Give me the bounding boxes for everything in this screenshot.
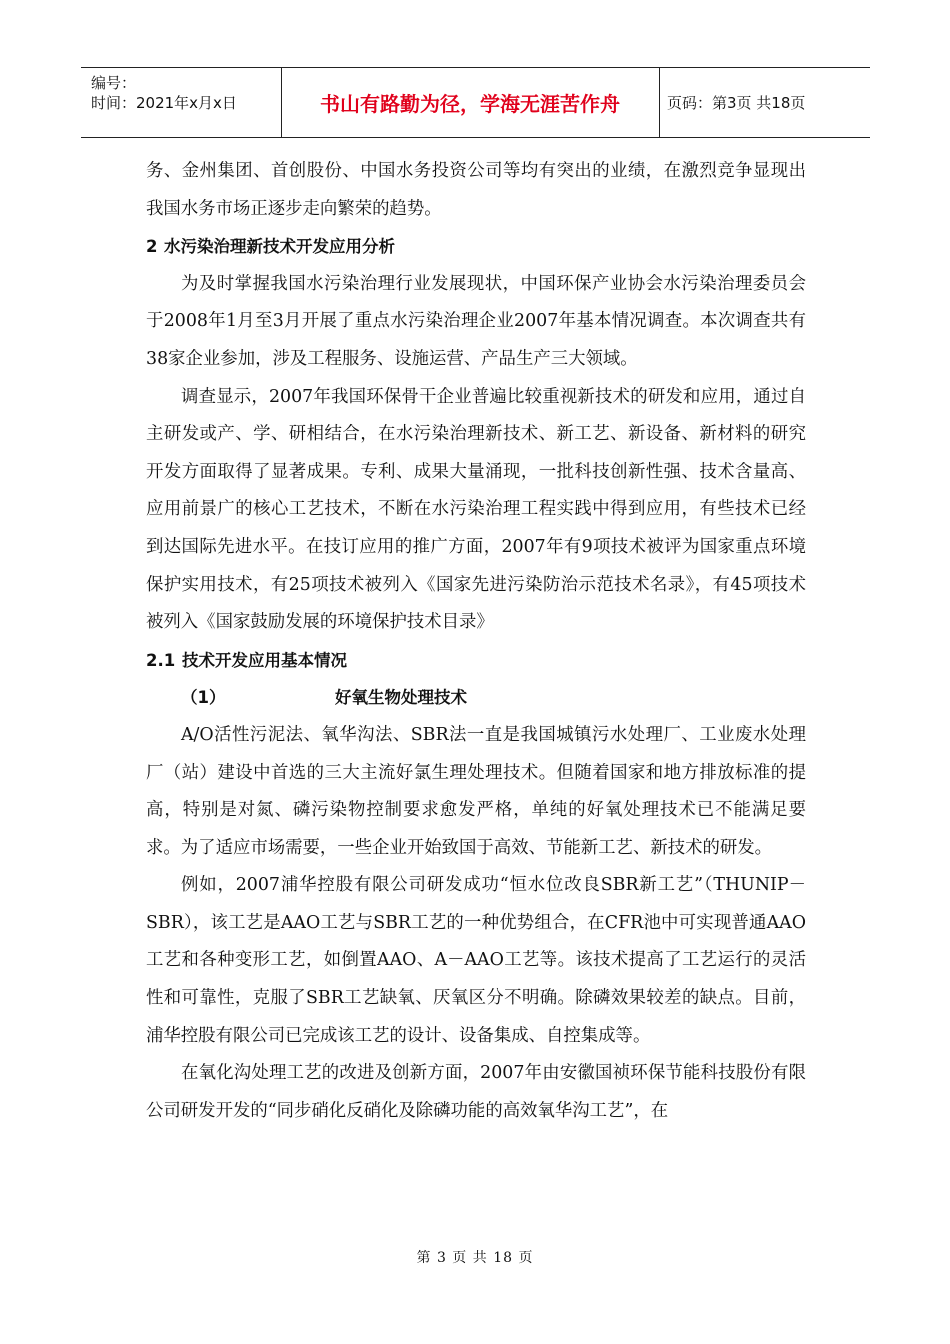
document-body — [146, 153, 806, 1130]
header-motto: 书山有路勤为径，学海无涯苦作舟 — [281, 68, 660, 137]
paragraph-2: 为及时掌握我国水污染治理行业发展现状，中国环保产业协会水污染治理委员会于2008年1月至3月开展了重点水污染治理企业2007年基本情况调查。本次调查共有38家企业参加，涉及工程服务、设施运营、产品生产三大领域。 — [146, 273, 806, 369]
subsection-heading-1 — [146, 679, 806, 717]
serial-number-label: 编号： — [91, 74, 137, 92]
subsection-number: （1） — [181, 688, 226, 708]
header-page-info: 页码：第3页 共18页 — [667, 94, 806, 112]
section-title: 技术开发应用基本情况 — [182, 650, 347, 670]
page-footer: 第 3 页 共 18 页 — [416, 1250, 534, 1266]
paragraph-3: 调查显示，2007年我国环保骨干企业普遍比较重视新技术的研发和应用，通过自主研发或产、学、研相结合，在水污染治理新技术、新工艺、新设备、新材料的研究开发方面取得了显著成果。专利、成果大量涌现，一批科技创新性强、技术含量高、应用前景广的核心工艺技术，不断在水污染治理工程实践中得到应用，有些技术已经到达国际先进水平。在技订应用的推广方面，2007年有9项技术被评为国家重点环境保护实用技术，有25项技术被列入《国家先进污染防治示范技术名录》，有45项技术被列入《国家鼓励发展的环境保护技术目录》 — [146, 386, 806, 633]
header-meta-cell — [81, 68, 282, 137]
page-header — [81, 67, 870, 138]
section-title: 水污染治理新技术开发应用分析 — [164, 237, 395, 257]
section-number: 2 — [146, 237, 158, 257]
section-number: 2.1 — [146, 650, 176, 670]
section-heading-2-1 — [146, 642, 806, 680]
paragraph-5: 例如，2007浦华控股有限公司研发成功“恒水位改良SBR新工艺”（THUNIP－SBR），该工艺是AAO工艺与SBR工艺的一种优势组合，在CFR池中可实现普通AAO工艺和各种变形工艺，如倒置AAO、A－AAO工艺等。该技术提高了工艺运行的灵活性和可靠性，克服了SBR工艺缺氧、厌氧区分不明确。除磷效果较差的缺点。目前，浦华控股有限公司已完成该工艺的设计、设备集成、自控集成等。 — [146, 875, 806, 1046]
subsection-title: 好氧生物处理技术 — [335, 688, 467, 708]
paragraph-1: 务、金州集团、首创股份、中国水务投资公司等均有突出的业绩，在激烈竞争显现出我国水务市场正逐步走向繁荣的趋势。 — [146, 161, 806, 219]
time-label: 时间：2021年x月x日 — [91, 94, 237, 112]
paragraph-6: 在氧化沟处理工艺的改进及创新方面，2007年由安徽国祯环保节能科技股份有限公司研发开发的“同步硝化反硝化及除磷功能的高效氧华沟工艺”，在 — [146, 1063, 806, 1121]
section-heading-2 — [146, 228, 806, 266]
paragraph-4: A/O活性污泥法、氧华沟法、SBR法一直是我国城镇污水处理厂、工业废水处理厂（站）建设中首选的三大主流好氯生理处理技术。但随着国家和地方排放标准的提高，特别是对氮、磷污染物控制要求愈发严格，单纯的好氧处理技术已不能满足要求。为了适应市场需要，一些企业开始致国于高效、节能新工艺、新技术的研发。 — [146, 724, 806, 858]
